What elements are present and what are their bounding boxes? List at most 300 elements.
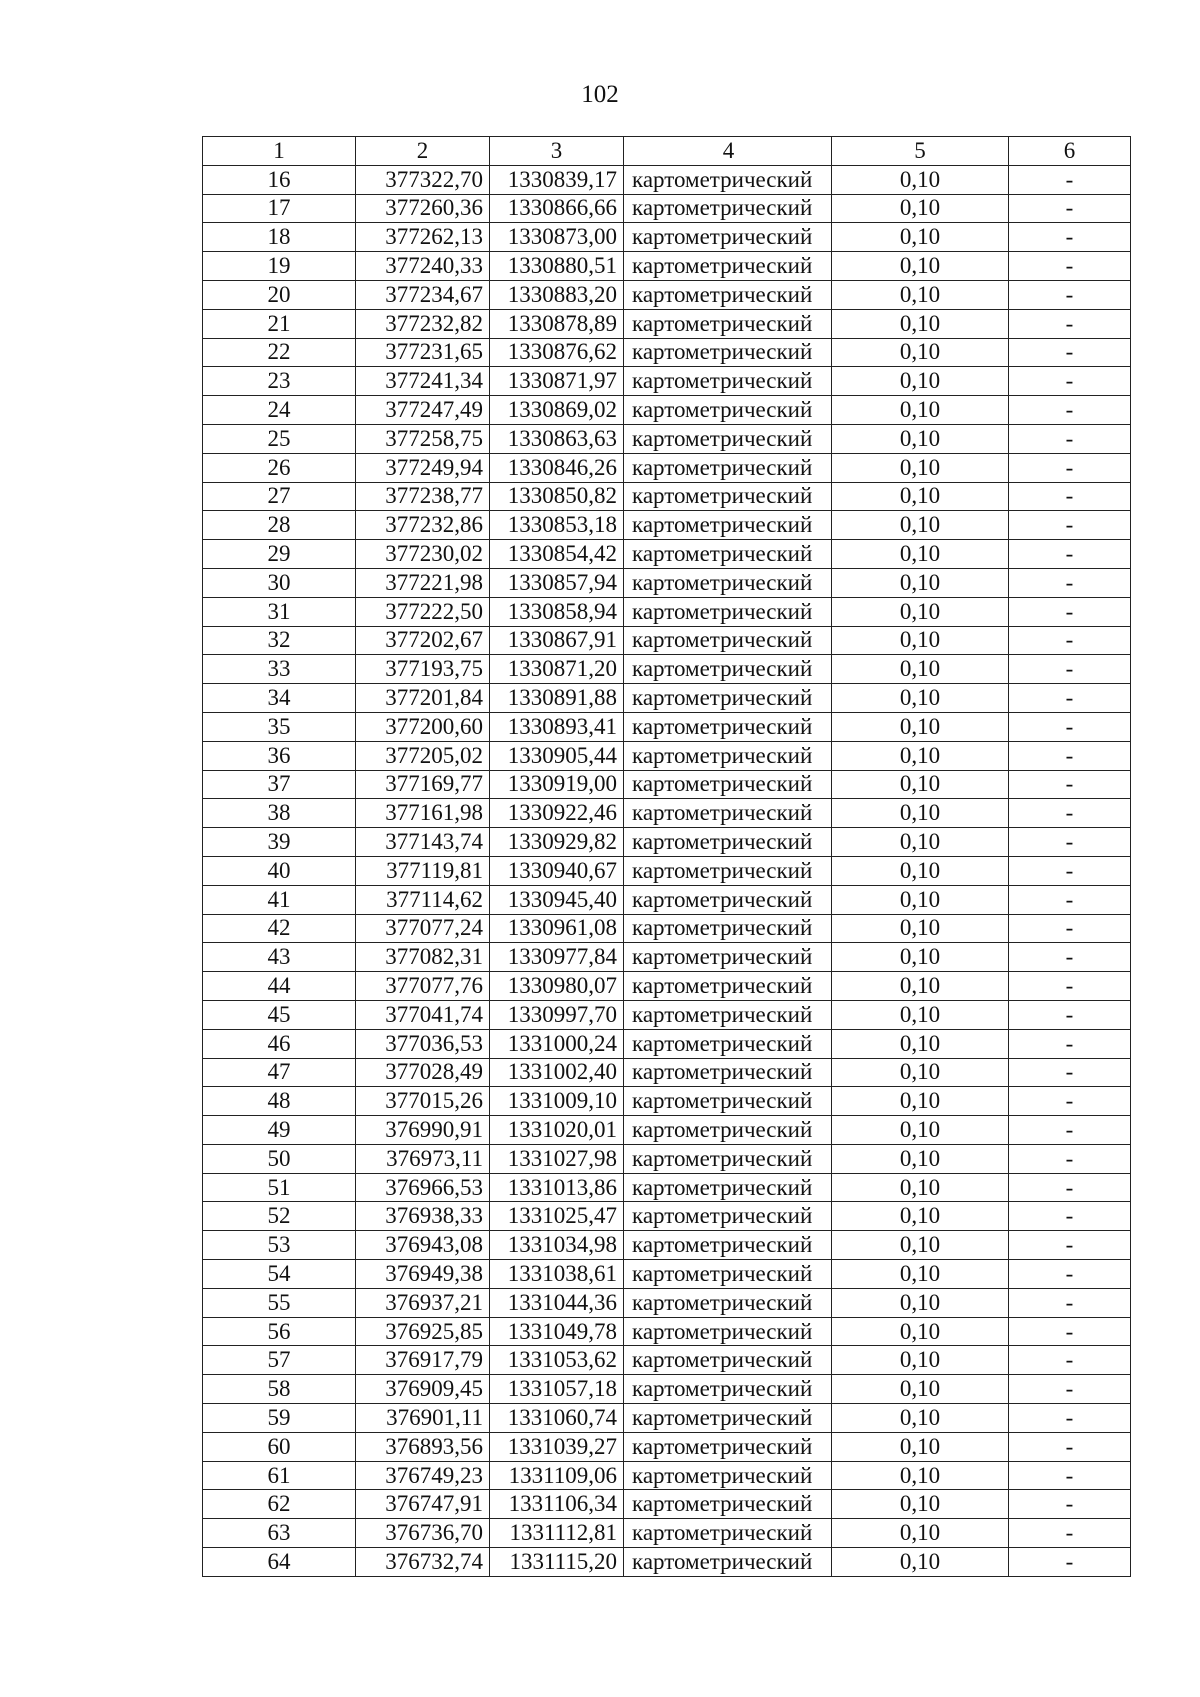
x-coordinate-cell: 377232,86 (356, 511, 490, 540)
method-cell: картометрический (624, 1375, 832, 1404)
note-cell: - (1009, 223, 1131, 252)
point-number-cell: 46 (203, 1029, 356, 1058)
table-row (203, 568, 1131, 597)
point-number-cell: 30 (203, 568, 356, 597)
accuracy-cell: 0,10 (832, 165, 1009, 194)
accuracy-cell: 0,10 (832, 1346, 1009, 1375)
method-cell: картометрический (624, 1288, 832, 1317)
header-col-3: 3 (490, 137, 624, 166)
table-row (203, 885, 1131, 914)
accuracy-cell: 0,10 (832, 1375, 1009, 1404)
point-number-cell: 34 (203, 684, 356, 713)
accuracy-cell: 0,10 (832, 770, 1009, 799)
x-coordinate-cell: 377202,67 (356, 626, 490, 655)
table-row (203, 1288, 1131, 1317)
y-coordinate-cell: 1330853,18 (490, 511, 624, 540)
point-number-cell: 33 (203, 655, 356, 684)
method-cell: картометрический (624, 1404, 832, 1433)
point-number-cell: 43 (203, 943, 356, 972)
note-cell: - (1009, 885, 1131, 914)
table-row (203, 367, 1131, 396)
method-cell: картометрический (624, 1029, 832, 1058)
table-row (203, 828, 1131, 857)
y-coordinate-cell: 1330893,41 (490, 712, 624, 741)
table-row (203, 770, 1131, 799)
table-row (203, 165, 1131, 194)
method-cell: картометрический (624, 280, 832, 309)
accuracy-cell: 0,10 (832, 972, 1009, 1001)
accuracy-cell: 0,10 (832, 540, 1009, 569)
point-number-cell: 48 (203, 1087, 356, 1116)
note-cell: - (1009, 684, 1131, 713)
table-row (203, 1346, 1131, 1375)
y-coordinate-cell: 1330878,89 (490, 309, 624, 338)
x-coordinate-cell: 376937,21 (356, 1288, 490, 1317)
method-cell: картометрический (624, 655, 832, 684)
note-cell: - (1009, 1288, 1131, 1317)
note-cell: - (1009, 1375, 1131, 1404)
note-cell: - (1009, 770, 1131, 799)
accuracy-cell: 0,10 (832, 396, 1009, 425)
table-row (203, 712, 1131, 741)
accuracy-cell: 0,10 (832, 885, 1009, 914)
point-number-cell: 24 (203, 396, 356, 425)
x-coordinate-cell: 376893,56 (356, 1432, 490, 1461)
y-coordinate-cell: 1331060,74 (490, 1404, 624, 1433)
x-coordinate-cell: 376925,85 (356, 1317, 490, 1346)
accuracy-cell: 0,10 (832, 252, 1009, 281)
note-cell: - (1009, 799, 1131, 828)
x-coordinate-cell: 377221,98 (356, 568, 490, 597)
method-cell: картометрический (624, 1490, 832, 1519)
x-coordinate-cell: 377193,75 (356, 655, 490, 684)
note-cell: - (1009, 424, 1131, 453)
accuracy-cell: 0,10 (832, 1461, 1009, 1490)
method-cell: картометрический (624, 1260, 832, 1289)
accuracy-cell: 0,10 (832, 453, 1009, 482)
point-number-cell: 61 (203, 1461, 356, 1490)
y-coordinate-cell: 1330867,91 (490, 626, 624, 655)
table-row (203, 1404, 1131, 1433)
note-cell: - (1009, 1548, 1131, 1577)
x-coordinate-cell: 377222,50 (356, 597, 490, 626)
table-row (203, 972, 1131, 1001)
x-coordinate-cell: 377200,60 (356, 712, 490, 741)
accuracy-cell: 0,10 (832, 1231, 1009, 1260)
y-coordinate-cell: 1331002,40 (490, 1058, 624, 1087)
method-cell: картометрический (624, 540, 832, 569)
note-cell: - (1009, 972, 1131, 1001)
method-cell: картометрический (624, 1202, 832, 1231)
point-number-cell: 64 (203, 1548, 356, 1577)
note-cell: - (1009, 165, 1131, 194)
method-cell: картометрический (624, 194, 832, 223)
table-header-row (203, 137, 1131, 166)
method-cell: картометрический (624, 684, 832, 713)
point-number-cell: 42 (203, 914, 356, 943)
note-cell: - (1009, 1490, 1131, 1519)
note-cell: - (1009, 828, 1131, 857)
point-number-cell: 19 (203, 252, 356, 281)
note-cell: - (1009, 1231, 1131, 1260)
accuracy-cell: 0,10 (832, 856, 1009, 885)
method-cell: картометрический (624, 885, 832, 914)
y-coordinate-cell: 1331039,27 (490, 1432, 624, 1461)
table-row (203, 597, 1131, 626)
method-cell: картометрический (624, 770, 832, 799)
point-number-cell: 17 (203, 194, 356, 223)
x-coordinate-cell: 377247,49 (356, 396, 490, 425)
point-number-cell: 16 (203, 165, 356, 194)
note-cell: - (1009, 309, 1131, 338)
note-cell: - (1009, 540, 1131, 569)
method-cell: картометрический (624, 1173, 832, 1202)
y-coordinate-cell: 1330977,84 (490, 943, 624, 972)
note-cell: - (1009, 1087, 1131, 1116)
table-row (203, 1173, 1131, 1202)
table-row (203, 424, 1131, 453)
point-number-cell: 55 (203, 1288, 356, 1317)
accuracy-cell: 0,10 (832, 1404, 1009, 1433)
table-row (203, 1029, 1131, 1058)
point-number-cell: 57 (203, 1346, 356, 1375)
point-number-cell: 38 (203, 799, 356, 828)
note-cell: - (1009, 482, 1131, 511)
x-coordinate-cell: 377161,98 (356, 799, 490, 828)
point-number-cell: 32 (203, 626, 356, 655)
y-coordinate-cell: 1330866,66 (490, 194, 624, 223)
method-cell: картометрический (624, 799, 832, 828)
x-coordinate-cell: 377205,02 (356, 741, 490, 770)
note-cell: - (1009, 1519, 1131, 1548)
note-cell: - (1009, 1144, 1131, 1173)
accuracy-cell: 0,10 (832, 1087, 1009, 1116)
y-coordinate-cell: 1330961,08 (490, 914, 624, 943)
point-number-cell: 37 (203, 770, 356, 799)
table-row (203, 943, 1131, 972)
y-coordinate-cell: 1330839,17 (490, 165, 624, 194)
y-coordinate-cell: 1330858,94 (490, 597, 624, 626)
note-cell: - (1009, 914, 1131, 943)
accuracy-cell: 0,10 (832, 1288, 1009, 1317)
y-coordinate-cell: 1331049,78 (490, 1317, 624, 1346)
page-number: 102 (581, 81, 619, 108)
point-number-cell: 50 (203, 1144, 356, 1173)
y-coordinate-cell: 1330905,44 (490, 741, 624, 770)
point-number-cell: 27 (203, 482, 356, 511)
point-number-cell: 39 (203, 828, 356, 857)
method-cell: картометрический (624, 943, 832, 972)
y-coordinate-cell: 1330863,63 (490, 424, 624, 453)
method-cell: картометрический (624, 367, 832, 396)
point-number-cell: 40 (203, 856, 356, 885)
x-coordinate-cell: 377230,02 (356, 540, 490, 569)
method-cell: картометрический (624, 396, 832, 425)
y-coordinate-cell: 1330997,70 (490, 1000, 624, 1029)
table-row (203, 1490, 1131, 1519)
accuracy-cell: 0,10 (832, 1144, 1009, 1173)
accuracy-cell: 0,10 (832, 1173, 1009, 1202)
x-coordinate-cell: 376749,23 (356, 1461, 490, 1490)
method-cell: картометрический (624, 597, 832, 626)
y-coordinate-cell: 1331115,20 (490, 1548, 624, 1577)
note-cell: - (1009, 1202, 1131, 1231)
table-row (203, 309, 1131, 338)
table-row (203, 1548, 1131, 1577)
x-coordinate-cell: 376917,79 (356, 1346, 490, 1375)
accuracy-cell: 0,10 (832, 482, 1009, 511)
point-number-cell: 41 (203, 885, 356, 914)
note-cell: - (1009, 252, 1131, 281)
accuracy-cell: 0,10 (832, 1029, 1009, 1058)
method-cell: картометрический (624, 1058, 832, 1087)
x-coordinate-cell: 376909,45 (356, 1375, 490, 1404)
header-col-5: 5 (832, 137, 1009, 166)
x-coordinate-cell: 377238,77 (356, 482, 490, 511)
note-cell: - (1009, 1029, 1131, 1058)
point-number-cell: 44 (203, 972, 356, 1001)
table-row (203, 1116, 1131, 1145)
method-cell: картометрический (624, 1317, 832, 1346)
header-col-4: 4 (624, 137, 832, 166)
method-cell: картометрический (624, 1346, 832, 1375)
y-coordinate-cell: 1330846,26 (490, 453, 624, 482)
x-coordinate-cell: 377231,65 (356, 338, 490, 367)
method-cell: картометрический (624, 972, 832, 1001)
method-cell: картометрический (624, 1000, 832, 1029)
y-coordinate-cell: 1330929,82 (490, 828, 624, 857)
y-coordinate-cell: 1331112,81 (490, 1519, 624, 1548)
table-row (203, 1317, 1131, 1346)
point-number-cell: 54 (203, 1260, 356, 1289)
method-cell: картометрический (624, 1519, 832, 1548)
header-col-2: 2 (356, 137, 490, 166)
note-cell: - (1009, 453, 1131, 482)
accuracy-cell: 0,10 (832, 828, 1009, 857)
accuracy-cell: 0,10 (832, 280, 1009, 309)
note-cell: - (1009, 712, 1131, 741)
table-row (203, 1087, 1131, 1116)
y-coordinate-cell: 1330871,97 (490, 367, 624, 396)
method-cell: картометрический (624, 914, 832, 943)
point-number-cell: 58 (203, 1375, 356, 1404)
note-cell: - (1009, 338, 1131, 367)
y-coordinate-cell: 1331020,01 (490, 1116, 624, 1145)
x-coordinate-cell: 376732,74 (356, 1548, 490, 1577)
point-number-cell: 22 (203, 338, 356, 367)
y-coordinate-cell: 1330891,88 (490, 684, 624, 713)
y-coordinate-cell: 1330880,51 (490, 252, 624, 281)
point-number-cell: 45 (203, 1000, 356, 1029)
y-coordinate-cell: 1330980,07 (490, 972, 624, 1001)
point-number-cell: 35 (203, 712, 356, 741)
accuracy-cell: 0,10 (832, 741, 1009, 770)
table-row (203, 626, 1131, 655)
x-coordinate-cell: 377322,70 (356, 165, 490, 194)
table-row (203, 655, 1131, 684)
method-cell: картометрический (624, 568, 832, 597)
method-cell: картометрический (624, 626, 832, 655)
x-coordinate-cell: 377169,77 (356, 770, 490, 799)
point-number-cell: 26 (203, 453, 356, 482)
x-coordinate-cell: 377143,74 (356, 828, 490, 857)
point-number-cell: 36 (203, 741, 356, 770)
table-row (203, 1461, 1131, 1490)
accuracy-cell: 0,10 (832, 943, 1009, 972)
point-number-cell: 49 (203, 1116, 356, 1145)
y-coordinate-cell: 1330883,20 (490, 280, 624, 309)
x-coordinate-cell: 377077,76 (356, 972, 490, 1001)
accuracy-cell: 0,10 (832, 655, 1009, 684)
method-cell: картометрический (624, 856, 832, 885)
x-coordinate-cell: 377119,81 (356, 856, 490, 885)
x-coordinate-cell: 377260,36 (356, 194, 490, 223)
accuracy-cell: 0,10 (832, 712, 1009, 741)
accuracy-cell: 0,10 (832, 338, 1009, 367)
note-cell: - (1009, 1058, 1131, 1087)
table-row (203, 482, 1131, 511)
x-coordinate-cell: 377232,82 (356, 309, 490, 338)
note-cell: - (1009, 856, 1131, 885)
method-cell: картометрический (624, 741, 832, 770)
y-coordinate-cell: 1331057,18 (490, 1375, 624, 1404)
x-coordinate-cell: 376736,70 (356, 1519, 490, 1548)
x-coordinate-cell: 376990,91 (356, 1116, 490, 1145)
accuracy-cell: 0,10 (832, 367, 1009, 396)
y-coordinate-cell: 1331027,98 (490, 1144, 624, 1173)
x-coordinate-cell: 377028,49 (356, 1058, 490, 1087)
y-coordinate-cell: 1331106,34 (490, 1490, 624, 1519)
method-cell: картометрический (624, 1231, 832, 1260)
point-number-cell: 47 (203, 1058, 356, 1087)
table-row (203, 799, 1131, 828)
method-cell: картометрический (624, 165, 832, 194)
method-cell: картометрический (624, 1548, 832, 1577)
method-cell: картометрический (624, 1432, 832, 1461)
point-number-cell: 21 (203, 309, 356, 338)
note-cell: - (1009, 1461, 1131, 1490)
table-row (203, 194, 1131, 223)
y-coordinate-cell: 1331013,86 (490, 1173, 624, 1202)
method-cell: картометрический (624, 1461, 832, 1490)
table-row (203, 1144, 1131, 1173)
y-coordinate-cell: 1331053,62 (490, 1346, 624, 1375)
x-coordinate-cell: 377240,33 (356, 252, 490, 281)
accuracy-cell: 0,10 (832, 1548, 1009, 1577)
y-coordinate-cell: 1330873,00 (490, 223, 624, 252)
point-number-cell: 53 (203, 1231, 356, 1260)
method-cell: картометрический (624, 482, 832, 511)
note-cell: - (1009, 655, 1131, 684)
accuracy-cell: 0,10 (832, 1000, 1009, 1029)
x-coordinate-cell: 376901,11 (356, 1404, 490, 1433)
x-coordinate-cell: 376938,33 (356, 1202, 490, 1231)
accuracy-cell: 0,10 (832, 511, 1009, 540)
y-coordinate-cell: 1330869,02 (490, 396, 624, 425)
coordinates-table (202, 136, 1131, 1577)
point-number-cell: 60 (203, 1432, 356, 1461)
y-coordinate-cell: 1331009,10 (490, 1087, 624, 1116)
note-cell: - (1009, 511, 1131, 540)
x-coordinate-cell: 376747,91 (356, 1490, 490, 1519)
accuracy-cell: 0,10 (832, 1317, 1009, 1346)
method-cell: картометрический (624, 1087, 832, 1116)
point-number-cell: 20 (203, 280, 356, 309)
header-col-6: 6 (1009, 137, 1131, 166)
note-cell: - (1009, 367, 1131, 396)
point-number-cell: 59 (203, 1404, 356, 1433)
x-coordinate-cell: 376966,53 (356, 1173, 490, 1202)
method-cell: картометрический (624, 453, 832, 482)
y-coordinate-cell: 1331000,24 (490, 1029, 624, 1058)
y-coordinate-cell: 1331025,47 (490, 1202, 624, 1231)
note-cell: - (1009, 194, 1131, 223)
note-cell: - (1009, 568, 1131, 597)
table-row (203, 540, 1131, 569)
point-number-cell: 62 (203, 1490, 356, 1519)
point-number-cell: 29 (203, 540, 356, 569)
note-cell: - (1009, 741, 1131, 770)
note-cell: - (1009, 626, 1131, 655)
y-coordinate-cell: 1331109,06 (490, 1461, 624, 1490)
y-coordinate-cell: 1330854,42 (490, 540, 624, 569)
accuracy-cell: 0,10 (832, 1519, 1009, 1548)
note-cell: - (1009, 943, 1131, 972)
point-number-cell: 18 (203, 223, 356, 252)
note-cell: - (1009, 1432, 1131, 1461)
accuracy-cell: 0,10 (832, 597, 1009, 626)
point-number-cell: 56 (203, 1317, 356, 1346)
table-row (203, 1000, 1131, 1029)
method-cell: картометрический (624, 1116, 832, 1145)
method-cell: картометрический (624, 712, 832, 741)
table-row (203, 252, 1131, 281)
note-cell: - (1009, 280, 1131, 309)
accuracy-cell: 0,10 (832, 1116, 1009, 1145)
y-coordinate-cell: 1330940,67 (490, 856, 624, 885)
accuracy-cell: 0,10 (832, 1202, 1009, 1231)
note-cell: - (1009, 1116, 1131, 1145)
point-number-cell: 25 (203, 424, 356, 453)
y-coordinate-cell: 1330919,00 (490, 770, 624, 799)
table-row (203, 914, 1131, 943)
accuracy-cell: 0,10 (832, 309, 1009, 338)
note-cell: - (1009, 1317, 1131, 1346)
table-row (203, 511, 1131, 540)
y-coordinate-cell: 1330850,82 (490, 482, 624, 511)
table-row (203, 453, 1131, 482)
table-row (203, 223, 1131, 252)
x-coordinate-cell: 376943,08 (356, 1231, 490, 1260)
accuracy-cell: 0,10 (832, 684, 1009, 713)
y-coordinate-cell: 1331038,61 (490, 1260, 624, 1289)
x-coordinate-cell: 377201,84 (356, 684, 490, 713)
accuracy-cell: 0,10 (832, 1432, 1009, 1461)
accuracy-cell: 0,10 (832, 1490, 1009, 1519)
table-body (203, 165, 1131, 1576)
point-number-cell: 52 (203, 1202, 356, 1231)
table-row (203, 396, 1131, 425)
accuracy-cell: 0,10 (832, 914, 1009, 943)
point-number-cell: 28 (203, 511, 356, 540)
point-number-cell: 51 (203, 1173, 356, 1202)
table-row (203, 684, 1131, 713)
y-coordinate-cell: 1330945,40 (490, 885, 624, 914)
note-cell: - (1009, 1260, 1131, 1289)
method-cell: картометрический (624, 252, 832, 281)
accuracy-cell: 0,10 (832, 194, 1009, 223)
table-row (203, 1260, 1131, 1289)
